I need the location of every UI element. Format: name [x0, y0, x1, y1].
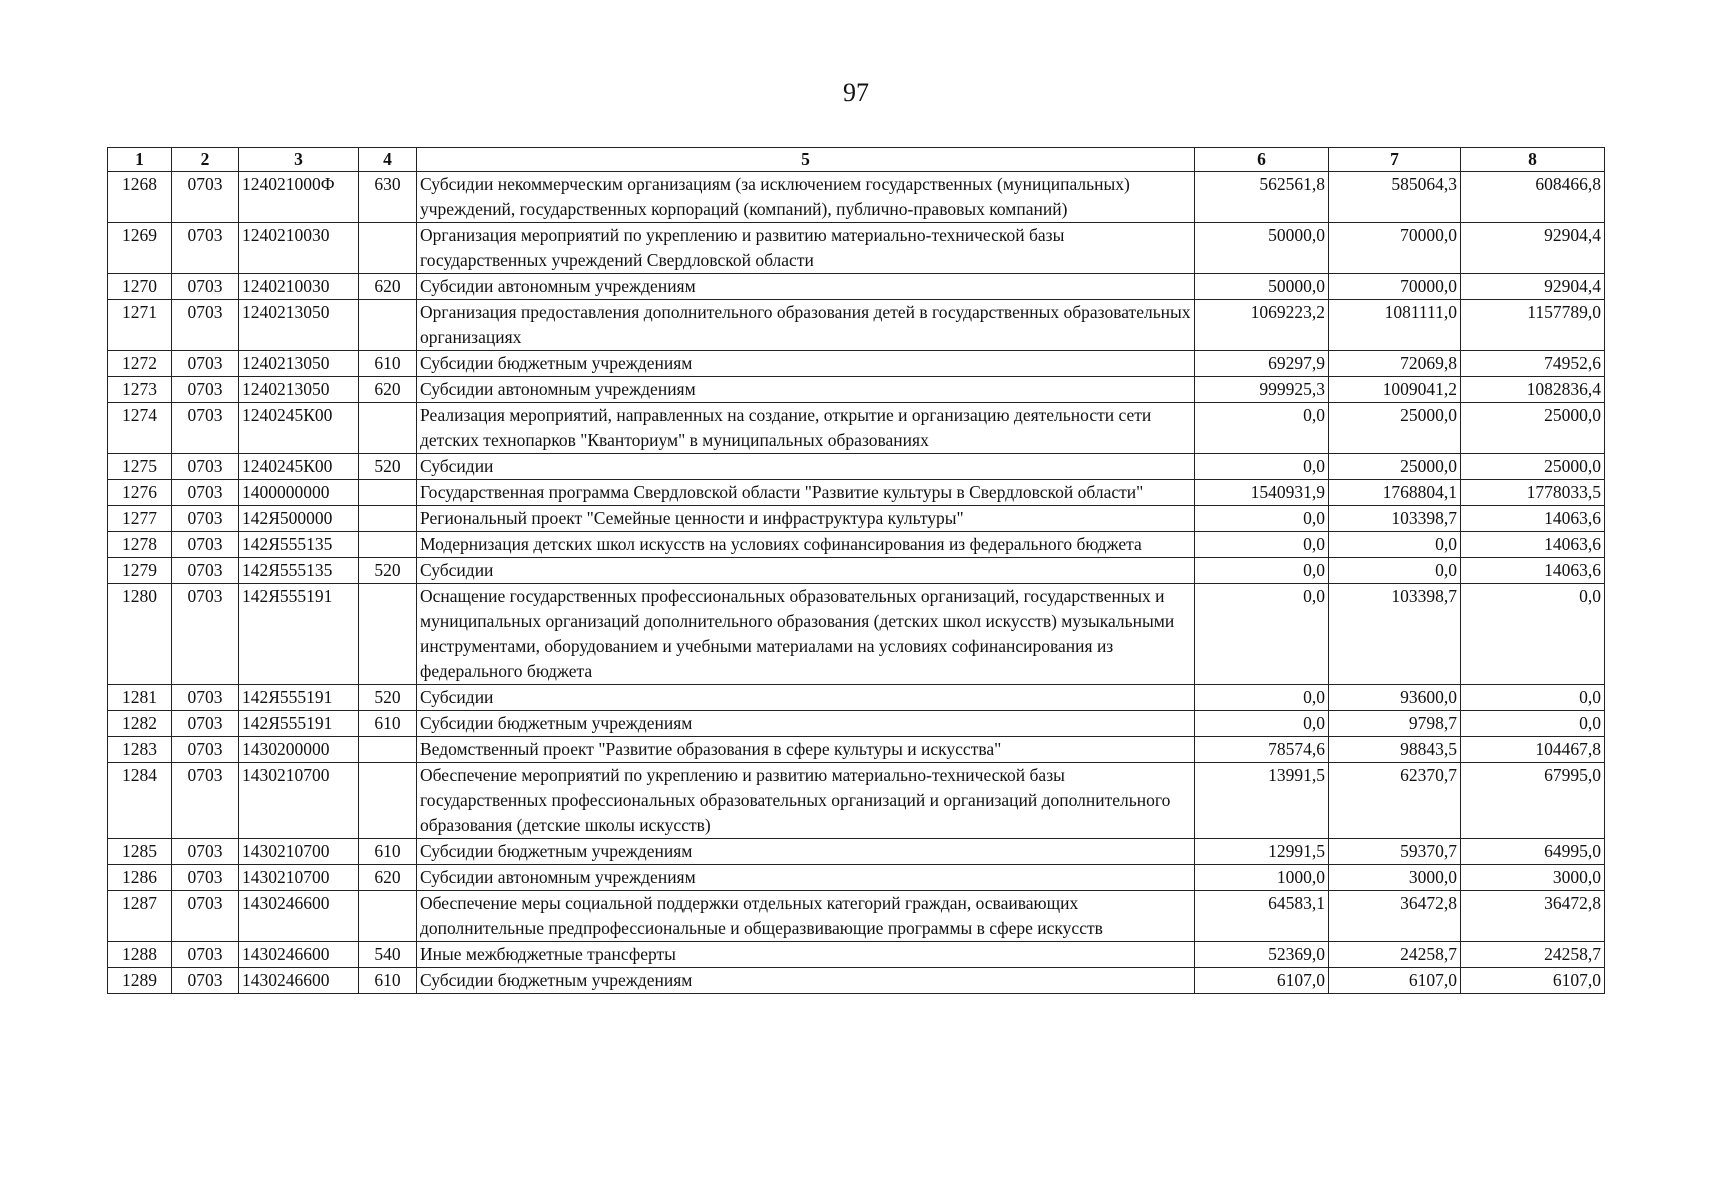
amount-col7-cell: 70000,0	[1329, 223, 1461, 274]
amount-col6-cell: 0,0	[1195, 532, 1329, 558]
target-article-cell: 1240210030	[239, 223, 359, 274]
amount-col7-cell: 1081111,0	[1329, 300, 1461, 351]
amount-col8-cell: 3000,0	[1461, 865, 1605, 891]
row-number-cell: 1275	[108, 454, 172, 480]
amount-col8-cell: 0,0	[1461, 685, 1605, 711]
expense-type-cell: 540	[359, 942, 417, 968]
table-row	[108, 172, 1605, 223]
section-code-cell: 0703	[172, 172, 239, 223]
section-code-cell: 0703	[172, 454, 239, 480]
amount-col8-cell: 25000,0	[1461, 403, 1605, 454]
target-article-cell: 1430210700	[239, 763, 359, 839]
section-code-cell: 0703	[172, 711, 239, 737]
amount-col7-cell: 24258,7	[1329, 942, 1461, 968]
table-row	[108, 274, 1605, 300]
description-cell: Субсидии бюджетным учреждениям	[417, 839, 1195, 865]
amount-col6-cell: 0,0	[1195, 403, 1329, 454]
amount-col7-cell: 1009041,2	[1329, 377, 1461, 403]
section-code-cell: 0703	[172, 532, 239, 558]
expense-type-cell: 610	[359, 711, 417, 737]
expense-type-cell: 520	[359, 685, 417, 711]
amount-col7-cell: 98843,5	[1329, 737, 1461, 763]
description-cell: Субсидии бюджетным учреждениям	[417, 968, 1195, 994]
target-article-cell: 1240213050	[239, 300, 359, 351]
amount-col8-cell: 67995,0	[1461, 763, 1605, 839]
expense-type-cell	[359, 223, 417, 274]
amount-col7-cell: 59370,7	[1329, 839, 1461, 865]
description-cell: Иные межбюджетные трансферты	[417, 942, 1195, 968]
section-code-cell: 0703	[172, 763, 239, 839]
column-header: 7	[1329, 148, 1461, 172]
amount-col7-cell: 72069,8	[1329, 351, 1461, 377]
description-cell: Субсидии бюджетным учреждениям	[417, 711, 1195, 737]
table-row	[108, 711, 1605, 737]
section-code-cell: 0703	[172, 839, 239, 865]
section-code-cell: 0703	[172, 506, 239, 532]
description-cell: Субсидии	[417, 454, 1195, 480]
amount-col6-cell: 1540931,9	[1195, 480, 1329, 506]
expense-type-cell: 620	[359, 377, 417, 403]
expense-type-cell	[359, 763, 417, 839]
row-number-cell: 1271	[108, 300, 172, 351]
description-cell: Реализация мероприятий, направленных на создание, открытие и организацию деятельности сети детских технопарков "Кванториум" в муниципальных образованиях	[417, 403, 1195, 454]
target-article-cell: 142Я555191	[239, 711, 359, 737]
amount-col7-cell: 0,0	[1329, 558, 1461, 584]
target-article-cell: 1240210030	[239, 274, 359, 300]
column-header: 1	[108, 148, 172, 172]
amount-col6-cell: 562561,8	[1195, 172, 1329, 223]
target-article-cell: 1430210700	[239, 839, 359, 865]
description-cell: Государственная программа Свердловской области "Развитие культуры в Свердловской области"	[417, 480, 1195, 506]
expense-type-cell: 630	[359, 172, 417, 223]
description-cell: Субсидии автономным учреждениям	[417, 865, 1195, 891]
amount-col7-cell: 93600,0	[1329, 685, 1461, 711]
table-row	[108, 839, 1605, 865]
amount-col8-cell: 24258,7	[1461, 942, 1605, 968]
amount-col6-cell: 0,0	[1195, 584, 1329, 685]
amount-col7-cell: 1768804,1	[1329, 480, 1461, 506]
section-code-cell: 0703	[172, 300, 239, 351]
row-number-cell: 1280	[108, 584, 172, 685]
target-article-cell: 1240213050	[239, 351, 359, 377]
amount-col8-cell: 1082836,4	[1461, 377, 1605, 403]
section-code-cell: 0703	[172, 223, 239, 274]
row-number-cell: 1286	[108, 865, 172, 891]
amount-col7-cell: 0,0	[1329, 532, 1461, 558]
amount-col7-cell: 103398,7	[1329, 584, 1461, 685]
amount-col8-cell: 25000,0	[1461, 454, 1605, 480]
column-header: 8	[1461, 148, 1605, 172]
amount-col8-cell: 608466,8	[1461, 172, 1605, 223]
expense-type-cell: 610	[359, 968, 417, 994]
target-article-cell: 142Я555191	[239, 584, 359, 685]
table-row	[108, 454, 1605, 480]
section-code-cell: 0703	[172, 865, 239, 891]
header-row	[108, 148, 1605, 172]
row-number-cell: 1277	[108, 506, 172, 532]
amount-col7-cell: 25000,0	[1329, 403, 1461, 454]
amount-col6-cell: 0,0	[1195, 506, 1329, 532]
table-row	[108, 223, 1605, 274]
section-code-cell: 0703	[172, 403, 239, 454]
description-cell: Организация мероприятий по укреплению и развитию материально-технической базы государственных учреждений Свердловской области	[417, 223, 1195, 274]
target-article-cell: 1430200000	[239, 737, 359, 763]
table-row	[108, 891, 1605, 942]
table-row	[108, 685, 1605, 711]
amount-col6-cell: 78574,6	[1195, 737, 1329, 763]
table-body	[108, 172, 1605, 994]
amount-col8-cell: 6107,0	[1461, 968, 1605, 994]
section-code-cell: 0703	[172, 942, 239, 968]
table-row	[108, 865, 1605, 891]
section-code-cell: 0703	[172, 274, 239, 300]
table-row	[108, 584, 1605, 685]
description-cell: Организация предоставления дополнительного образования детей в государственных образовательных организациях	[417, 300, 1195, 351]
amount-col6-cell: 50000,0	[1195, 274, 1329, 300]
description-cell: Субсидии бюджетным учреждениям	[417, 351, 1195, 377]
row-number-cell: 1269	[108, 223, 172, 274]
budget-table	[107, 147, 1605, 994]
table-row	[108, 506, 1605, 532]
amount-col6-cell: 13991,5	[1195, 763, 1329, 839]
expense-type-cell: 520	[359, 454, 417, 480]
row-number-cell: 1289	[108, 968, 172, 994]
amount-col8-cell: 14063,6	[1461, 506, 1605, 532]
row-number-cell: 1279	[108, 558, 172, 584]
amount-col8-cell: 0,0	[1461, 711, 1605, 737]
expense-type-cell	[359, 737, 417, 763]
table-row	[108, 403, 1605, 454]
table-row	[108, 968, 1605, 994]
table-row	[108, 558, 1605, 584]
table-row	[108, 480, 1605, 506]
amount-col7-cell: 25000,0	[1329, 454, 1461, 480]
amount-col8-cell: 92904,4	[1461, 223, 1605, 274]
section-code-cell: 0703	[172, 377, 239, 403]
row-number-cell: 1287	[108, 891, 172, 942]
table-row	[108, 942, 1605, 968]
row-number-cell: 1285	[108, 839, 172, 865]
amount-col6-cell: 52369,0	[1195, 942, 1329, 968]
target-article-cell: 142Я555191	[239, 685, 359, 711]
row-number-cell: 1276	[108, 480, 172, 506]
row-number-cell: 1273	[108, 377, 172, 403]
target-article-cell: 1430210700	[239, 865, 359, 891]
column-header: 5	[417, 148, 1195, 172]
target-article-cell: 142Я500000	[239, 506, 359, 532]
amount-col6-cell: 69297,9	[1195, 351, 1329, 377]
row-number-cell: 1268	[108, 172, 172, 223]
amount-col8-cell: 14063,6	[1461, 532, 1605, 558]
row-number-cell: 1283	[108, 737, 172, 763]
description-cell: Субсидии автономным учреждениям	[417, 274, 1195, 300]
amount-col8-cell: 104467,8	[1461, 737, 1605, 763]
table-row	[108, 532, 1605, 558]
table-row	[108, 351, 1605, 377]
target-article-cell: 1400000000	[239, 480, 359, 506]
amount-col8-cell: 1157789,0	[1461, 300, 1605, 351]
expense-type-cell	[359, 403, 417, 454]
section-code-cell: 0703	[172, 584, 239, 685]
amount-col6-cell: 64583,1	[1195, 891, 1329, 942]
description-cell: Субсидии автономным учреждениям	[417, 377, 1195, 403]
section-code-cell: 0703	[172, 891, 239, 942]
amount-col7-cell: 3000,0	[1329, 865, 1461, 891]
section-code-cell: 0703	[172, 737, 239, 763]
amount-col6-cell: 0,0	[1195, 711, 1329, 737]
column-header: 2	[172, 148, 239, 172]
table-row	[108, 300, 1605, 351]
section-code-cell: 0703	[172, 685, 239, 711]
amount-col6-cell: 0,0	[1195, 454, 1329, 480]
row-number-cell: 1278	[108, 532, 172, 558]
target-article-cell: 1430246600	[239, 891, 359, 942]
target-article-cell: 1430246600	[239, 968, 359, 994]
target-article-cell: 1240245К00	[239, 403, 359, 454]
description-cell: Обеспечение мероприятий по укреплению и развитию материально-технической базы государственных профессиональных образовательных организаций и организаций дополнительного образования (детские школы искусств)	[417, 763, 1195, 839]
amount-col7-cell: 36472,8	[1329, 891, 1461, 942]
expense-type-cell	[359, 480, 417, 506]
amount-col8-cell: 92904,4	[1461, 274, 1605, 300]
section-code-cell: 0703	[172, 968, 239, 994]
amount-col6-cell: 6107,0	[1195, 968, 1329, 994]
amount-col8-cell: 36472,8	[1461, 891, 1605, 942]
expense-type-cell	[359, 584, 417, 685]
amount-col6-cell: 50000,0	[1195, 223, 1329, 274]
amount-col6-cell: 0,0	[1195, 685, 1329, 711]
description-cell: Модернизация детских школ искусств на условиях софинансирования из федерального бюджета	[417, 532, 1195, 558]
target-article-cell: 1430246600	[239, 942, 359, 968]
target-article-cell: 124021000Ф	[239, 172, 359, 223]
amount-col7-cell: 62370,7	[1329, 763, 1461, 839]
expense-type-cell: 520	[359, 558, 417, 584]
amount-col6-cell: 1000,0	[1195, 865, 1329, 891]
expense-type-cell: 610	[359, 839, 417, 865]
row-number-cell: 1272	[108, 351, 172, 377]
amount-col8-cell: 0,0	[1461, 584, 1605, 685]
amount-col7-cell: 70000,0	[1329, 274, 1461, 300]
amount-col7-cell: 585064,3	[1329, 172, 1461, 223]
row-number-cell: 1282	[108, 711, 172, 737]
description-cell: Обеспечение меры социальной поддержки отдельных категорий граждан, осваивающих дополнительные предпрофессиональные и общеразвивающие программы в сфере искусств	[417, 891, 1195, 942]
section-code-cell: 0703	[172, 480, 239, 506]
row-number-cell: 1284	[108, 763, 172, 839]
amount-col7-cell: 6107,0	[1329, 968, 1461, 994]
amount-col7-cell: 103398,7	[1329, 506, 1461, 532]
table-row	[108, 763, 1605, 839]
description-cell: Субсидии некоммерческим организациям (за исключением государственных (муниципальных) учреждений, государственных корпораций (компаний), публично-правовых компаний)	[417, 172, 1195, 223]
target-article-cell: 142Я555135	[239, 532, 359, 558]
amount-col8-cell: 74952,6	[1461, 351, 1605, 377]
column-header: 3	[239, 148, 359, 172]
description-cell: Региональный проект "Семейные ценности и инфраструктура культуры"	[417, 506, 1195, 532]
row-number-cell: 1288	[108, 942, 172, 968]
table-row	[108, 377, 1605, 403]
column-header: 6	[1195, 148, 1329, 172]
table-row	[108, 737, 1605, 763]
column-header: 4	[359, 148, 417, 172]
amount-col8-cell: 14063,6	[1461, 558, 1605, 584]
amount-col8-cell: 64995,0	[1461, 839, 1605, 865]
expense-type-cell	[359, 300, 417, 351]
amount-col6-cell: 12991,5	[1195, 839, 1329, 865]
expense-type-cell	[359, 891, 417, 942]
row-number-cell: 1274	[108, 403, 172, 454]
section-code-cell: 0703	[172, 351, 239, 377]
amount-col6-cell: 1069223,2	[1195, 300, 1329, 351]
expense-type-cell	[359, 506, 417, 532]
amount-col8-cell: 1778033,5	[1461, 480, 1605, 506]
target-article-cell: 1240245К00	[239, 454, 359, 480]
target-article-cell: 1240213050	[239, 377, 359, 403]
row-number-cell: 1281	[108, 685, 172, 711]
amount-col6-cell: 999925,3	[1195, 377, 1329, 403]
description-cell: Оснащение государственных профессиональных образовательных организаций, государственных и муниципальных организаций дополнительного образования (детских школ искусств) музыкальными инструментами, оборудованием и учебными материалами на условиях софинансирования из федерального бюджета	[417, 584, 1195, 685]
expense-type-cell: 620	[359, 274, 417, 300]
amount-col6-cell: 0,0	[1195, 558, 1329, 584]
description-cell: Ведомственный проект "Развитие образования в сфере культуры и искусства"	[417, 737, 1195, 763]
expense-type-cell: 620	[359, 865, 417, 891]
expense-type-cell: 610	[359, 351, 417, 377]
expense-type-cell	[359, 532, 417, 558]
target-article-cell: 142Я555135	[239, 558, 359, 584]
section-code-cell: 0703	[172, 558, 239, 584]
description-cell: Субсидии	[417, 685, 1195, 711]
description-cell: Субсидии	[417, 558, 1195, 584]
amount-col7-cell: 9798,7	[1329, 711, 1461, 737]
page-number: 97	[843, 78, 869, 107]
row-number-cell: 1270	[108, 274, 172, 300]
